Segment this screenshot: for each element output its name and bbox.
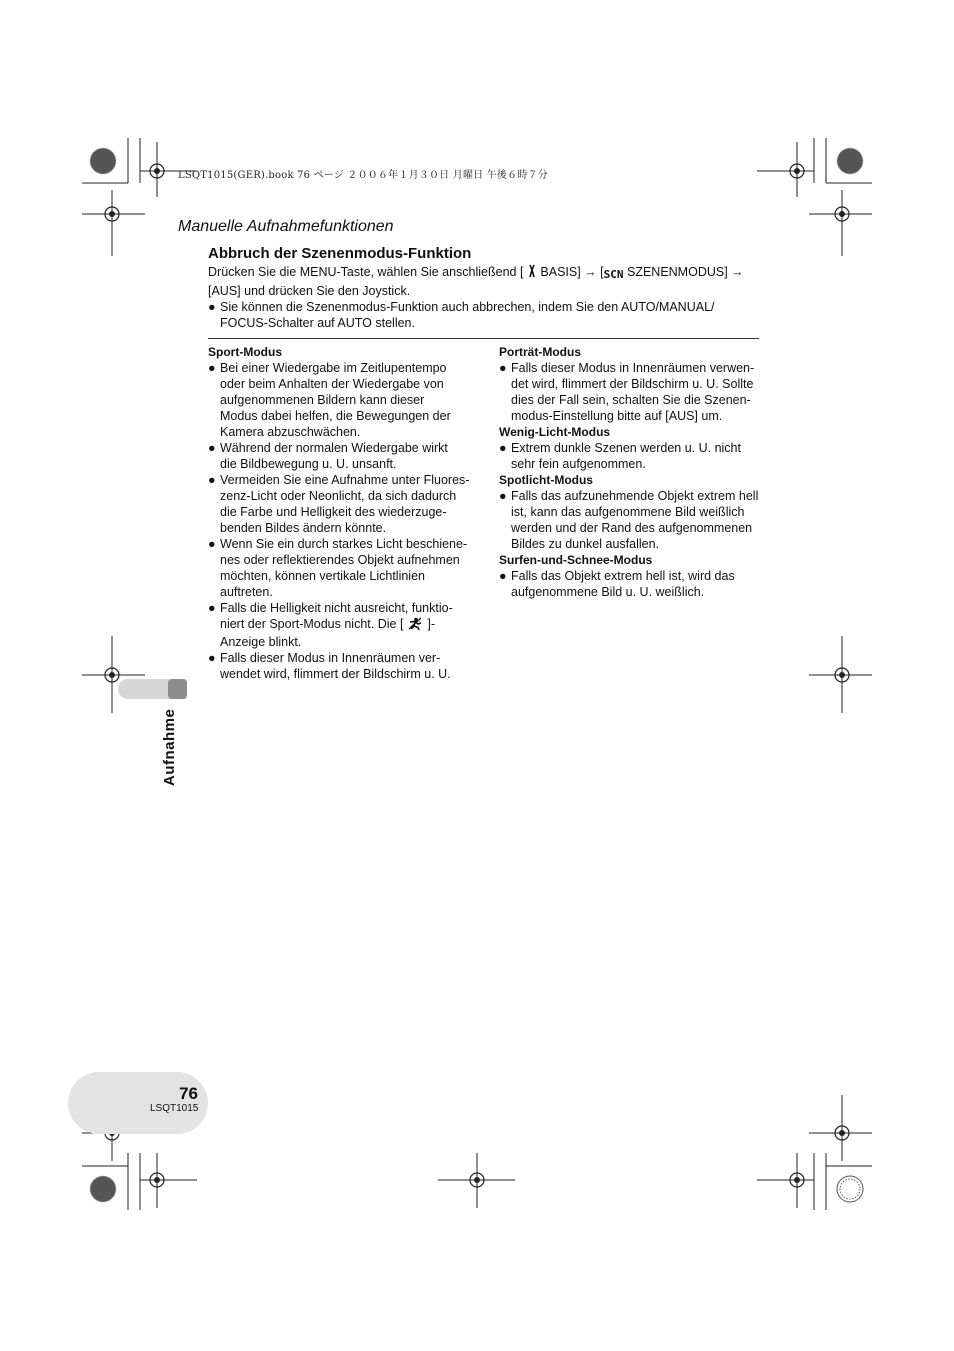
left-column [208,344,488,682]
page-number: 76 [179,1084,198,1103]
list-item [208,600,488,650]
divider [208,338,759,339]
intro-bullet-line-2: FOCUS-Schalter auf AUTO stellen. [220,316,415,330]
list-item-line: zenz-Licht oder Neonlicht, da sich dadurch [220,489,457,503]
list-item-line: sehr fein aufgenommen. [511,457,646,471]
chapter-label: Aufnahme [161,708,178,786]
bullet-icon: ● [208,361,216,375]
list-item-line: Falls das aufzunehmende Objekt extrem hell [511,489,759,503]
list-item-line: werden und der Rand des aufgenommenen [511,521,753,535]
list-item [499,568,774,600]
list-item-line: nes oder reflektierendes Objekt aufnehmen [220,553,460,567]
intro-line-1 [208,264,770,283]
list-item-line: möchten, können vertikale Lichtlinien [220,569,425,583]
registration-target-br [837,1176,863,1202]
list-item-line: det wird, flimmert der Bildschirm u. U. Sollte [511,377,754,391]
list-item-line: modus-Einstellung bitte auf [AUS] um. [511,409,723,423]
low-light-mode-title: Wenig-Licht-Modus [499,425,611,439]
bullet-icon: ● [208,300,216,314]
spotlight-mode-title: Spotlicht-Modus [499,473,593,487]
list-item-line: Wenn Sie ein durch starkes Licht beschiene- [220,537,468,551]
list-item-line: Modus dabei helfen, die Bewegungen der [220,409,451,423]
intro-line-1-b: BASIS] → [ [540,265,604,279]
intro-line-1-c: SZENENMODUS] → [626,265,744,279]
list-item-line: oder beim Anhalten der Wiedergabe von [220,377,444,391]
list-item-line: ist, kann das aufgenommene Bild weißlich [511,505,745,519]
list-item-line: aufgenommene Bild u. U. weißlich. [511,585,705,599]
list-item-line-part: ]- [427,617,436,631]
list-item-line-part: niert der Sport-Modus nicht. Die [ [220,617,404,631]
sport-mode-icon [407,617,423,634]
list-item [499,440,774,472]
list-item [208,472,488,536]
intro-line-2: [AUS] und drücken Sie den Joystick. [208,284,411,298]
intro-bullet-line-1: Sie können die Szenenmodus-Funktion auch abbrechen, indem Sie den AUTO/MANUAL/ [220,300,715,314]
print-header: LSQT1015(GER).book 76 ページ ２００６年１月３０日 月曜日 午後６時７分 [178,170,548,181]
bullet-icon: ● [499,489,507,503]
bullet-icon: ● [208,651,216,665]
bullet-icon: ● [208,601,216,615]
section-title: Manuelle Aufnahmefunktionen [178,218,394,235]
registration-target-bl [90,1176,116,1202]
bullet-icon: ● [208,537,216,551]
list-item-line: Anzeige blinkt. [220,635,302,649]
list-item-line [220,616,488,634]
heading: Abbruch der Szenenmodus-Funktion [208,245,472,262]
list-item [208,536,488,600]
list-item-line: die Bildbewegung u. U. unsanft. [220,457,397,471]
list-item [208,440,488,472]
bullet-icon: ● [499,441,507,455]
registration-target-tr [837,148,863,174]
bullet-icon: ● [499,361,507,375]
list-item-line: die Farbe und Helligkeit des wiederzuge- [220,505,447,519]
intro-bullet [208,299,770,331]
list-item-line: benden Bildes ändern könnte. [220,521,387,535]
right-column [499,344,774,600]
surf-snow-mode-title: Surfen-und-Schnee-Modus [499,553,653,567]
bullet-icon: ● [499,569,507,583]
scn-mode-icon: SCN [603,268,624,281]
camera-mode-icon [527,264,537,282]
list-item [499,488,774,552]
bullet-icon: ● [208,441,216,455]
list-item-line: dies der Fall sein, schalten Sie die Szenen- [511,393,751,407]
list-item-line: Kamera abzuschwächen. [220,425,361,439]
list-item-line: Falls dieser Modus in Innenräumen verwen- [511,361,755,375]
list-item-line: Falls das Objekt extrem hell ist, wird das [511,569,735,583]
list-item [208,650,488,682]
list-item-line: Falls die Helligkeit nicht ausreicht, funktio- [220,601,453,615]
list-item-line: Falls dieser Modus in Innenräumen ver- [220,651,441,665]
bullet-icon: ● [208,473,216,487]
list-item-line: Extrem dunkle Szenen werden u. U. nicht [511,441,741,455]
list-item-line: Während der normalen Wiedergabe wirkt [220,441,448,455]
registration-target-tl [90,148,116,174]
intro-line-1-a: Drücken Sie die MENU-Taste, wählen Sie anschließend [ [208,265,524,279]
document-code: LSQT1015 [150,1103,199,1114]
list-item-line: aufgenommenen Bildern kann dieser [220,393,425,407]
sport-mode-title: Sport-Modus [208,345,282,359]
portrait-mode-title: Porträt-Modus [499,345,581,359]
list-item-line: Bei einer Wiedergabe im Zeitlupentempo [220,361,447,375]
list-item-line: wendet wird, flimmert der Bildschirm u. U. [220,667,451,681]
list-item-line: Vermeiden Sie eine Aufnahme unter Fluores- [220,473,470,487]
list-item [208,360,488,440]
list-item [499,360,774,424]
chapter-tab-marker [168,679,187,699]
list-item-line: Bildes zu dunkel ausfallen. [511,537,660,551]
intro-text [208,264,770,331]
list-item-line: auftreten. [220,585,273,599]
